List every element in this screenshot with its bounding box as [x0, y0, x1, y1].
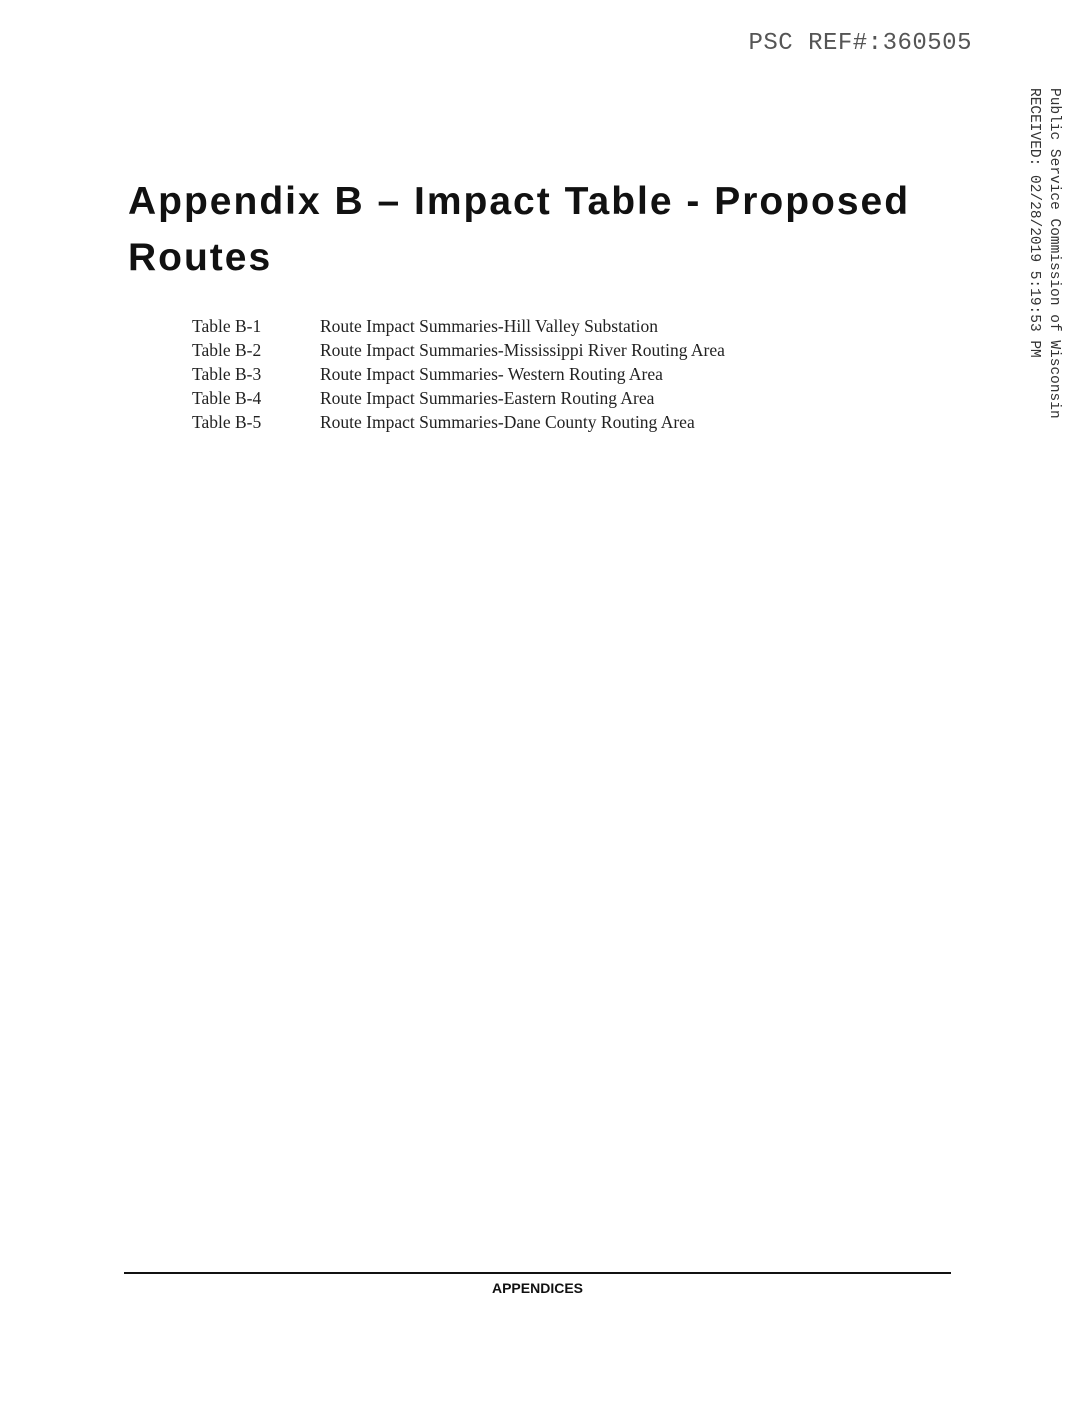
table-number: Table B-5	[192, 412, 262, 432]
page-title: Appendix B – Impact Table - Proposed Routes	[128, 180, 911, 279]
list-item	[192, 338, 912, 362]
table-number: Table B-1	[192, 316, 262, 336]
table-number: Table B-2	[192, 340, 262, 360]
received-stamp	[1020, 88, 1064, 468]
psc-reference-stamp: PSC REF#:360505	[748, 30, 972, 57]
footer-label: APPENDICES	[491, 1280, 584, 1296]
table-description: Route Impact Summaries- Western Routing Area	[320, 364, 663, 384]
table-description: Route Impact Summaries-Eastern Routing Area	[320, 388, 655, 408]
table-description: Route Impact Summaries-Dane County Routing Area	[320, 412, 695, 432]
table-number: Table B-3	[192, 364, 262, 384]
list-item	[192, 314, 912, 338]
table-description: Route Impact Summaries-Mississippi River Routing Area	[320, 340, 725, 360]
list-item	[192, 410, 912, 434]
table-number: Table B-4	[192, 388, 262, 408]
footer-divider	[124, 1272, 951, 1274]
list-item	[192, 386, 912, 410]
list-item	[192, 362, 912, 386]
table-list	[192, 314, 912, 434]
received-stamp-line-1: Public Service Commission of Wisconsin	[1046, 88, 1062, 419]
received-stamp-line-2: RECEIVED: 02/28/2019 5:19:53 PM	[1026, 88, 1042, 358]
table-description: Route Impact Summaries-Hill Valley Substation	[320, 316, 658, 336]
